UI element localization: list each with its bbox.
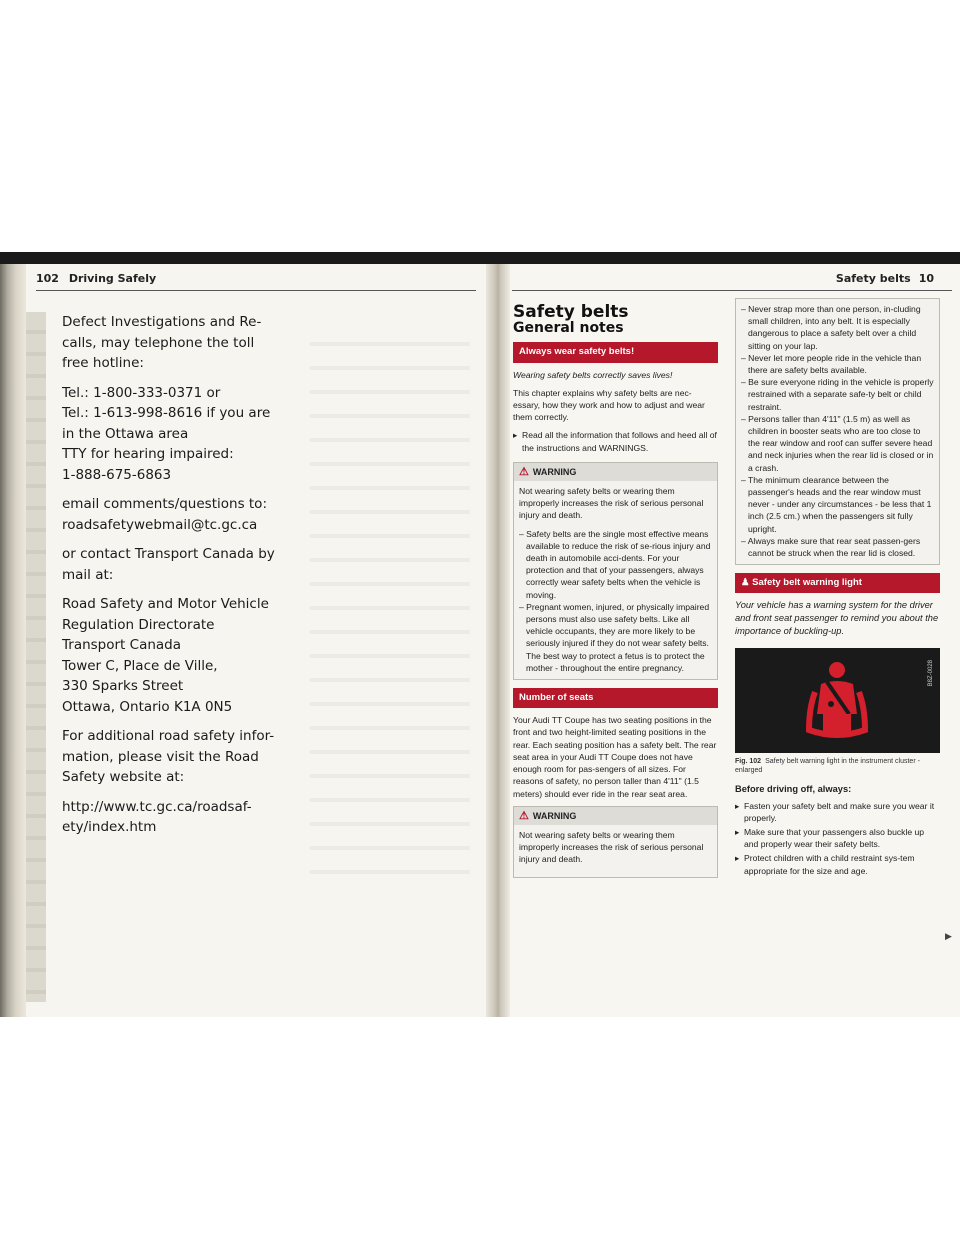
intro-italic: Wearing safety belts correctly saves lives! xyxy=(513,369,673,380)
warning-item: – Pregnant women, injured, or physically impaired persons must also use safety belts. Like all vehicle occupants, they are more likely to be seriously injured if they do not wear safety belts. The best way to protect a fetus is to protect the mother - throughout the entire pregnancy. xyxy=(519,601,710,673)
section-bar-warning-light xyxy=(735,573,940,593)
section-bar-number-of-seats: Number of seats xyxy=(513,688,718,708)
address-line: Ottawa, Ontario K1A 0N5 xyxy=(62,698,233,715)
paragraph: email comments/questions to: xyxy=(62,496,267,512)
email-address: roadsafetywebmail@tc.gc.ca xyxy=(62,516,258,533)
paragraph: Tel.: 1-800-333-0371 or xyxy=(62,384,221,401)
warning-triangle-icon: ⚠ xyxy=(519,809,529,822)
section-bar-always-wear: Always wear safety belts! xyxy=(513,342,718,362)
paragraph: For additional road safety infor-mation, please visit the Road Safety website at: xyxy=(62,728,275,785)
address-line: Road Safety and Motor Vehicle xyxy=(62,596,269,612)
seats-text: Your Audi TT Coupe has two seating positions in the front and two height-limited seating positions in the rear. Each seating position has a safety belt. The rear seat area in your Audi TT Coupe does not have enough room for pas-sengers of all sizes. For reasons of safety, no person taller than 4'11" (1.5 meters) should ever ride in the rear seat area. xyxy=(513,715,717,799)
address-line: Transport Canada xyxy=(62,637,182,653)
warning-body xyxy=(514,825,717,877)
warning-body xyxy=(736,299,939,564)
right-section-title: Safety belts xyxy=(835,272,911,285)
before-item: ▸ Make sure that your passengers also buckle up and properly wear their safety belts. xyxy=(735,826,940,850)
left-page-header xyxy=(36,272,162,285)
figure-warning-light xyxy=(735,648,940,753)
warning-lead: Not wearing safety belts or wearing them improperly increases the risk of serious personal injury and death. xyxy=(519,829,704,865)
intro-text: This chapter explains why safety belts are nec-essary, how they work and how to adjust and wear them correctly. xyxy=(513,387,705,423)
before-item: ▸ Fasten your safety belt and make sure you wear it properly. xyxy=(735,800,940,824)
address-line: Regulation Directorate xyxy=(62,616,215,633)
page-edge-strip xyxy=(26,312,46,1002)
book-spine xyxy=(486,264,510,1017)
bleed-through xyxy=(310,322,470,882)
website-url: http://www.tc.gc.ca/roadsaf-ety/index.htm xyxy=(62,798,252,835)
warning-lead: Not wearing safety belts or wearing them improperly increases the risk of serious personal injury and death. xyxy=(519,486,704,521)
read-instructions: ▸ Read all the information that follows and heed all of the instructions and WARNINGS. xyxy=(513,429,718,453)
left-section-title: Driving Safely xyxy=(68,272,157,285)
right-text-column-2 xyxy=(735,298,940,885)
before-driving-heading: Before driving off, always: xyxy=(735,784,852,795)
warning-light-intro: Your vehicle has a warning system for the driver and front seat passenger to remind you about the importance of buckling-up. xyxy=(735,600,939,637)
before-item: ▸ Protect children with a child restraint sys-tem appropriate for the size and age. xyxy=(735,852,940,876)
figure-label: Fig. 102 xyxy=(735,758,762,766)
white-margin-bottom xyxy=(0,1017,960,1242)
warning-header xyxy=(514,807,717,825)
warning-item: – Be sure everyone riding in the vehicle is properly restrained with a separate safe-ty belt or child restraint. xyxy=(741,377,934,412)
section-subtitle: General notes xyxy=(513,320,624,337)
warning-triangle-icon: ⚠ xyxy=(519,465,529,478)
warning-continued-box xyxy=(735,298,940,565)
warning-header xyxy=(514,463,717,481)
address-line: 330 Sparks Street xyxy=(62,678,184,694)
paragraph: Defect Investigations and Re-calls, may telephone the toll free hotline: xyxy=(62,314,262,371)
address-line: Tower C, Place de Ville, xyxy=(62,657,218,674)
figure-code: B8Z-0028 xyxy=(927,660,934,687)
warning-item: – Always make sure that rear seat passen-gers cannot be struck when the rear lid is closed. xyxy=(741,535,921,559)
left-page-edge xyxy=(0,264,26,1017)
chapter-title: Safety belts xyxy=(513,302,629,322)
left-page-number: 102 xyxy=(36,272,59,285)
paragraph: or contact Transport Canada by mail at: xyxy=(62,546,275,583)
right-page-header xyxy=(836,272,934,285)
figure-caption-text: Safety belt warning light in the instrument cluster - enlarged xyxy=(735,758,920,775)
paragraph: 1-888-675-6863 xyxy=(62,466,172,483)
warning-label: WARNING xyxy=(532,466,577,477)
left-text-column xyxy=(62,312,282,847)
right-header-rule xyxy=(512,290,952,291)
warning-box xyxy=(513,806,718,878)
right-page-number: 10 xyxy=(918,272,934,285)
figure-caption xyxy=(735,757,940,775)
warning-item: – Never strap more than one person, in-cluding small children, into any belt. It is especially dangerous to place a safety belt over a child sitting on your lap. xyxy=(741,304,921,351)
warning-label: WARNING xyxy=(532,810,577,821)
warning-item: – Persons taller than 4'11" (1.5 m) as well as children in booster seats who are too close to the rear window and roof can suffer severe head and neck injuries when the rear lid is closed or in a crash. xyxy=(741,413,934,473)
continue-arrow-icon: ▶ xyxy=(945,932,952,942)
left-header-rule xyxy=(36,290,476,291)
warning-body xyxy=(514,481,717,679)
paragraph: TTY for hearing impaired: xyxy=(62,446,234,462)
seatbelt-warning-icon xyxy=(735,648,940,753)
warning-item: – Safety belts are the single most effective means available to reduce the risk of se-rious injury and death in automobile acci-dents. For your protection and that of your passengers, always correctly wear safety belts when the vehicle is moving. xyxy=(519,528,711,600)
warning-item: – Never let more people ride in the vehicle than there are safety belts available. xyxy=(741,352,922,376)
top-shadow-band xyxy=(0,252,960,264)
seatbelt-person-icon: ♟ xyxy=(741,577,753,589)
warning-box xyxy=(513,462,718,680)
paragraph: Tel.: 1-613-998-8616 if you are in the Ottawa area xyxy=(62,405,271,442)
right-text-column-1 xyxy=(513,298,718,886)
warning-item: – The minimum clearance between the passenger's heads and the rear window must never - under any circumstances - be less that 1 inch (2.5 cm.) when the passengers sit fully upright. xyxy=(741,474,932,534)
section-bar-label: Safety belt warning light xyxy=(752,577,862,589)
